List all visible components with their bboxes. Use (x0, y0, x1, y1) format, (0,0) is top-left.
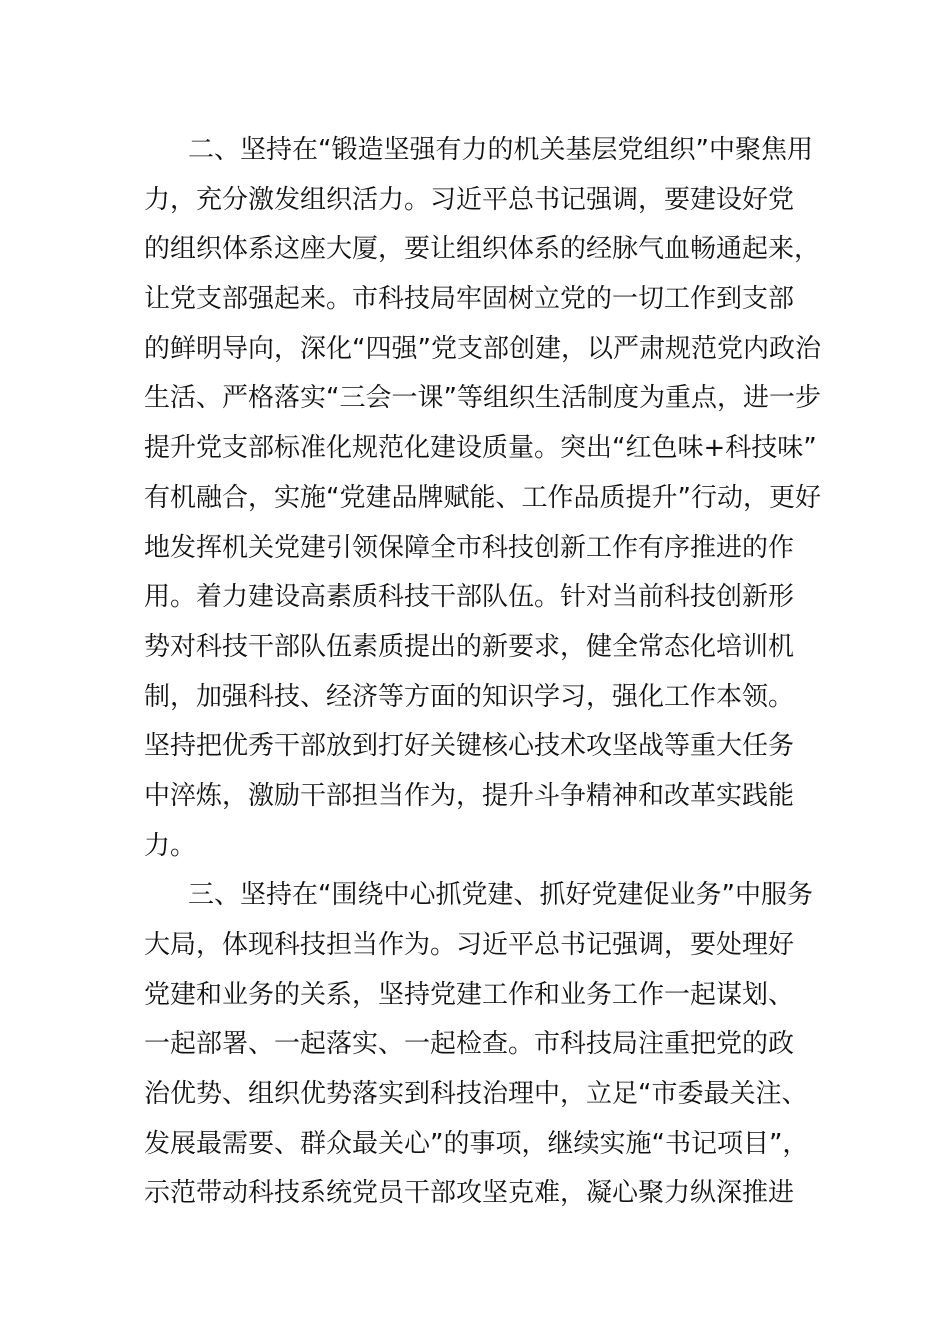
text-line: 力，充分激发组织活力。习近平总书记强调，要建设好党 (144, 184, 795, 215)
text-line: 二、坚持在“锻造坚强有力的机关基层党组织”中聚焦用 (188, 135, 813, 165)
text-line: 党建和业务的关系，坚持党建工作和业务工作一起谋划、 (144, 979, 795, 1010)
document-body (144, 126, 821, 1219)
text-line: 的鲜明导向，深化“四强”党支部创建，以严肃规范党内政治 (144, 333, 821, 364)
text-line: 示范带动科技系统党员干部攻坚克难，凝心聚力纵深推进 (144, 1178, 795, 1209)
text-line: 三、坚持在“围绕中心抓党建、抓好党建促业务”中服务 (188, 880, 813, 911)
text-line: 治优势、组织优势落实到科技治理中，立足“市委最关注、 (144, 1079, 808, 1110)
text-line: 发展最需要、群众最关心”的事项，继续实施“书记项目”， (144, 1128, 809, 1159)
text-line: 生活、严格落实“三会一课”等组织生活制度为重点，进一步 (144, 383, 821, 414)
text-line: 地发挥机关党建引领保障全市科技创新工作有序推进的作 (144, 532, 795, 563)
text-line: 大局，体现科技担当作为。习近平总书记强调，要处理好 (144, 930, 795, 960)
text-line: 中淬炼，激励干部担当作为，提升斗争精神和改革实践能 (144, 780, 795, 811)
text-line: 的组织体系这座大厦，要让组织体系的经脉气血畅通起来， (144, 234, 821, 265)
text-line: 让党支部强起来。市科技局牢固树立党的一切工作到支部 (144, 284, 795, 315)
paragraph-1 (144, 126, 821, 871)
text-line: 提升党支部标准化规范化建设质量。突出“红色味+科技味” (144, 433, 817, 464)
text-line: 有机融合，实施“党建品牌赋能、工作品质提升”行动，更好 (144, 482, 821, 513)
text-line: 势对科技干部队伍素质提出的新要求，健全常态化培训机 (144, 631, 795, 662)
paragraph-2 (144, 871, 814, 1219)
text-line: 力。 (144, 830, 197, 861)
text-line: 制，加强科技、经济等方面的知识学习，强化工作本领。 (144, 681, 795, 712)
text-line: 用。着力建设高素质科技干部队伍。针对当前科技创新形 (144, 582, 795, 613)
text-line: 坚持把优秀干部放到打好关键核心技术攻坚战等重大任务 (144, 731, 795, 762)
text-line: 一起部署、一起落实、一起检查。市科技局注重把党的政 (144, 1029, 795, 1060)
